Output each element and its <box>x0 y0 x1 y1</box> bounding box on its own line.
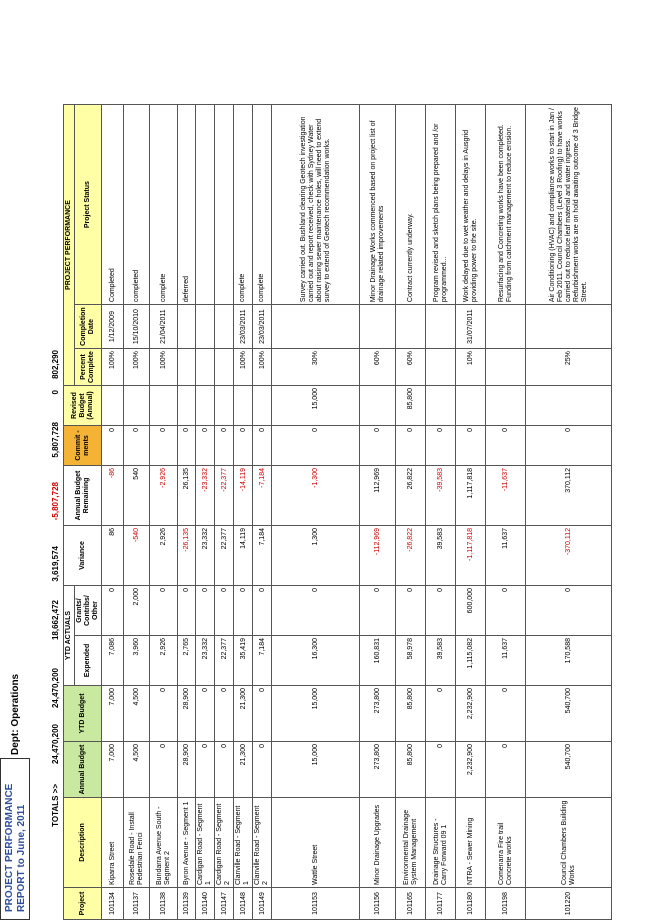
cell-grants: 0 <box>360 586 396 636</box>
cell-annual-budget-remaining: -1,300 <box>272 466 360 526</box>
table-row <box>150 105 178 920</box>
cell-project-status: Resurfacing and Concreting works have been completed. Funding from catchment management to reduce erosion. <box>486 105 526 305</box>
cell-description: Council Chambers Building Works <box>526 798 612 888</box>
cell-annual-budget: 273,800 <box>360 742 396 798</box>
cell-annual-budget: 15,000 <box>272 742 360 798</box>
cell-expended: 2,926 <box>150 636 178 686</box>
cell-ytd-budget: 28,900 <box>178 686 196 742</box>
total-annual-budget-remaining: 5,807,728 <box>51 422 60 458</box>
col-expended: Expended <box>75 636 102 686</box>
col-variance: Variance <box>64 526 102 586</box>
cell-ytd-budget: 0 <box>150 686 178 742</box>
cell-grants: 0 <box>253 586 272 636</box>
department-label: Dept: Operations <box>10 673 21 755</box>
cell-annual-budget-remaining: 1,117,818 <box>456 466 486 526</box>
cell-annual-budget: 0 <box>253 742 272 798</box>
cell-annual-budget-remaining: -14,119 <box>234 466 253 526</box>
cell-expended: 2,765 <box>178 636 196 686</box>
cell-annual-budget-remaining: -2,926 <box>150 466 178 526</box>
cell-project: 101134 <box>102 888 124 920</box>
cell-grants: 0 <box>526 586 612 636</box>
cell-grants: 0 <box>102 586 124 636</box>
cell-completion-date <box>178 305 196 349</box>
cell-variance: 7,184 <box>253 526 272 586</box>
cell-ytd-budget: 0 <box>196 686 215 742</box>
cell-project: 101147 <box>215 888 234 920</box>
cell-expended: 35,419 <box>234 636 253 686</box>
cell-revised-budget: 15,000 <box>272 386 360 426</box>
total-grants: 3,619,574 <box>51 546 60 582</box>
col-project-status: Project Status <box>75 105 102 305</box>
cell-project: 101198 <box>486 888 526 920</box>
cell-project: 101140 <box>196 888 215 920</box>
cell-project-status: complete <box>234 105 253 305</box>
cell-project-status: Completed <box>102 105 124 305</box>
cell-annual-budget-remaining: -7,184 <box>253 466 272 526</box>
cell-annual-budget-remaining: 540 <box>124 466 150 526</box>
table-body <box>102 105 612 920</box>
cell-grants: 0 <box>486 586 526 636</box>
cell-expended: 39,583 <box>426 636 456 686</box>
cell-grants: 600,000 <box>456 586 486 636</box>
totals-label: TOTALS >> <box>51 784 60 827</box>
cell-project: 101137 <box>124 888 150 920</box>
col-percent-complete: Percent Complete <box>75 349 102 386</box>
cell-percent-complete: 25% <box>526 349 612 386</box>
cell-commitments: 0 <box>396 426 426 466</box>
cell-annual-budget: 85,800 <box>396 742 426 798</box>
cell-description: Cardigan Road - Segment 1 <box>196 798 215 888</box>
table-row <box>426 105 456 920</box>
cell-variance: -1,117,818 <box>456 526 486 586</box>
cell-description: Byron Avenue - Segment 1 <box>178 798 196 888</box>
cell-grants: 0 <box>234 586 253 636</box>
report-title: PROJECT PERFORMANCE <box>4 783 15 912</box>
cell-completion-date: 21/04/2011 <box>150 305 178 349</box>
total-commitments: 0 <box>51 390 60 395</box>
table-row <box>196 105 215 920</box>
cell-annual-budget: 4,500 <box>124 742 150 798</box>
cell-variance: -26,135 <box>178 526 196 586</box>
cell-ytd-budget: 7,000 <box>102 686 124 742</box>
cell-variance: 1,300 <box>272 526 360 586</box>
cell-commitments: 0 <box>215 426 234 466</box>
total-variance: -5,807,728 <box>51 482 60 521</box>
cell-revised-budget <box>124 386 150 426</box>
cell-revised-budget <box>215 386 234 426</box>
cell-annual-budget-remaining: -23,332 <box>196 466 215 526</box>
cell-revised-budget <box>178 386 196 426</box>
cell-grants: 0 <box>426 586 456 636</box>
cell-project-status: complete <box>253 105 272 305</box>
cell-project: 101156 <box>360 888 396 920</box>
cell-project-status: Contract currently underway. <box>396 105 426 305</box>
cell-description: Clanville Road - Segment 1 <box>234 798 253 888</box>
cell-variance: 14,119 <box>234 526 253 586</box>
cell-percent-complete: 100% <box>234 349 253 386</box>
cell-commitments: 0 <box>178 426 196 466</box>
cell-description: Clanville Road - Segment 2 <box>253 798 272 888</box>
cell-ytd-budget: 540,700 <box>526 686 612 742</box>
table-row <box>253 105 272 920</box>
cell-variance: 11,637 <box>486 526 526 586</box>
cell-project-status: complete <box>150 105 178 305</box>
cell-description: NTRA - Sewer Mining <box>456 798 486 888</box>
cell-revised-budget <box>360 386 396 426</box>
table-row <box>124 105 150 920</box>
cell-annual-budget-remaining: -86 <box>102 466 124 526</box>
cell-annual-budget-remaining: 112,969 <box>360 466 396 526</box>
cell-completion-date: 1/12/2009 <box>102 305 124 349</box>
cell-annual-budget: 0 <box>196 742 215 798</box>
cell-grants: 0 <box>196 586 215 636</box>
cell-completion-date <box>196 305 215 349</box>
table-row <box>234 105 253 920</box>
col-annual-budget: Annual Budget <box>64 742 102 798</box>
cell-ytd-budget: 273,800 <box>360 686 396 742</box>
cell-description: Minor Drainage Upgrades <box>360 798 396 888</box>
cell-completion-date <box>486 305 526 349</box>
cell-annual-budget-remaining: 26,135 <box>178 466 196 526</box>
cell-annual-budget-remaining: -11,637 <box>486 466 526 526</box>
cell-percent-complete <box>178 349 196 386</box>
cell-commitments: 0 <box>456 426 486 466</box>
cell-annual-budget: 0 <box>486 742 526 798</box>
cell-expended: 7,086 <box>102 636 124 686</box>
cell-commitments: 0 <box>253 426 272 466</box>
cell-commitments: 0 <box>272 426 360 466</box>
cell-annual-budget: 21,300 <box>234 742 253 798</box>
cell-variance: 22,377 <box>215 526 234 586</box>
cell-variance: 86 <box>102 526 124 586</box>
cell-expended: 16,300 <box>272 636 360 686</box>
report-subtitle: REPORT to June, 2011 <box>16 804 27 912</box>
cell-percent-complete <box>486 349 526 386</box>
col-commitments: Commit -ments <box>64 426 102 466</box>
cell-ytd-budget: 4,500 <box>124 686 150 742</box>
cell-expended: 23,332 <box>196 636 215 686</box>
cell-expended: 1,115,082 <box>456 636 486 686</box>
cell-completion-date: 23/03/2011 <box>253 305 272 349</box>
cell-completion-date <box>360 305 396 349</box>
cell-annual-budget-remaining: -39,583 <box>426 466 456 526</box>
cell-description: Comenarra Fire trail Concrete works <box>486 798 526 888</box>
col-revised-budget: Revised Budget (Annual) <box>64 386 102 426</box>
cell-annual-budget: 0 <box>150 742 178 798</box>
cell-description: Drainage Structures - Carry Forward 09 1 <box>426 798 456 888</box>
col-project: Project <box>64 888 102 920</box>
cell-percent-complete <box>426 349 456 386</box>
cell-revised-budget <box>486 386 526 426</box>
cell-ytd-budget: 2,232,900 <box>456 686 486 742</box>
cell-project: 101138 <box>150 888 178 920</box>
cell-commitments: 0 <box>426 426 456 466</box>
cell-percent-complete: 100% <box>124 349 150 386</box>
table-row <box>178 105 196 920</box>
col-completion-date: Completion Date <box>75 305 102 349</box>
cell-ytd-budget: 21,300 <box>234 686 253 742</box>
cell-project: 101165 <box>396 888 426 920</box>
cell-revised-budget <box>196 386 215 426</box>
cell-expended: 160,831 <box>360 636 396 686</box>
total-expended: 18,662,472 <box>51 600 60 641</box>
cell-completion-date <box>272 305 360 349</box>
cell-project: 101149 <box>253 888 272 920</box>
col-ytd-budget: YTD Budget <box>64 686 102 742</box>
cell-expended: 22,377 <box>215 636 234 686</box>
cell-revised-budget <box>253 386 272 426</box>
cell-variance: -26,822 <box>396 526 426 586</box>
cell-project-status: Air Conditioning (HVAC) and compliance works to start in Jan / Feb 2011. Council Chambers (Level 3 Roofing) to have works carried out to reduce leaf material and water ingress. Refurbishment works are on hold awaiting outcome of 3 Bridge Street. <box>526 105 612 305</box>
cell-commitments: 0 <box>360 426 396 466</box>
cell-project-status <box>215 105 234 305</box>
cell-revised-budget <box>234 386 253 426</box>
cell-percent-complete: 60% <box>360 349 396 386</box>
cell-percent-complete: 100% <box>253 349 272 386</box>
cell-project-status: Minor Drainage Works commenced based on project list of drainage related improvements <box>360 105 396 305</box>
cell-project: 101139 <box>178 888 196 920</box>
cell-commitments: 0 <box>196 426 215 466</box>
cell-variance: 2,926 <box>150 526 178 586</box>
cell-percent-complete: 100% <box>150 349 178 386</box>
cell-description: Cardigan Road - Segment 2 <box>215 798 234 888</box>
table-row <box>102 105 124 920</box>
cell-percent-complete: 30% <box>272 349 360 386</box>
cell-ytd-budget: 85,800 <box>396 686 426 742</box>
cell-project-status: Survey carried out. Bushland clearing Geotech investigation carried out and report received, check with Sydney Water about raising sewer maintenance holes, will need to extend survey to extend of Geotech recommendation works. <box>272 105 360 305</box>
cell-variance: -112,969 <box>360 526 396 586</box>
cell-annual-budget-remaining: 26,822 <box>396 466 426 526</box>
cell-project-status: completed <box>124 105 150 305</box>
cell-percent-complete <box>215 349 234 386</box>
cell-annual-budget: 2,232,900 <box>456 742 486 798</box>
cell-percent-complete <box>196 349 215 386</box>
cell-grants: 0 <box>272 586 360 636</box>
cell-annual-budget-remaining: -22,377 <box>215 466 234 526</box>
total-ytd-budget: 24,470,200 <box>51 668 60 709</box>
cell-grants: 0 <box>178 586 196 636</box>
cell-project: 101180 <box>456 888 486 920</box>
table-row <box>215 105 234 920</box>
report-header <box>0 0 70 920</box>
cell-ytd-budget: 0 <box>253 686 272 742</box>
table-row <box>396 105 426 920</box>
table-row <box>486 105 526 920</box>
cell-grants: 0 <box>215 586 234 636</box>
table-row <box>272 105 360 920</box>
table-row <box>526 105 612 920</box>
cell-revised-budget: 85,800 <box>396 386 426 426</box>
cell-variance: 23,332 <box>196 526 215 586</box>
cell-completion-date <box>526 305 612 349</box>
cell-expended: 170,588 <box>526 636 612 686</box>
cell-annual-budget: 28,900 <box>178 742 196 798</box>
cell-variance: -370,112 <box>526 526 612 586</box>
cell-project-status: Program revised and sketch plans being prepared and /or programmed... <box>426 105 456 305</box>
cell-commitments: 0 <box>486 426 526 466</box>
cell-commitments: 0 <box>124 426 150 466</box>
cell-ytd-budget: 0 <box>486 686 526 742</box>
col-annual-budget-remaining: Annual Budget Remaining <box>64 466 102 526</box>
cell-project-status <box>196 105 215 305</box>
cell-annual-budget: 0 <box>426 742 456 798</box>
cell-percent-complete: 10% <box>456 349 486 386</box>
cell-expended: 58,978 <box>396 636 426 686</box>
cell-project: 101148 <box>234 888 253 920</box>
cell-completion-date <box>426 305 456 349</box>
table-row <box>360 105 396 920</box>
cell-completion-date <box>215 305 234 349</box>
cell-revised-budget <box>526 386 612 426</box>
cell-commitments: 0 <box>526 426 612 466</box>
cell-revised-budget <box>456 386 486 426</box>
cell-percent-complete: 60% <box>396 349 426 386</box>
cell-ytd-budget: 0 <box>426 686 456 742</box>
cell-revised-budget <box>150 386 178 426</box>
cell-description: Bundarra Avenue South - Segment 2 <box>150 798 178 888</box>
cell-grants: 0 <box>396 586 426 636</box>
cell-variance: -540 <box>124 526 150 586</box>
cell-completion-date <box>396 305 426 349</box>
cell-annual-budget: 7,000 <box>102 742 124 798</box>
cell-project: 101220 <box>526 888 612 920</box>
col-description: Description <box>64 798 102 888</box>
cell-variance: 39,583 <box>426 526 456 586</box>
cell-revised-budget <box>426 386 456 426</box>
cell-completion-date: 31/07/2011 <box>456 305 486 349</box>
cell-commitments: 0 <box>150 426 178 466</box>
cell-completion-date: 23/03/2011 <box>234 305 253 349</box>
cell-expended: 7,184 <box>253 636 272 686</box>
cell-annual-budget-remaining: 370,112 <box>526 466 612 526</box>
cell-percent-complete: 100% <box>102 349 124 386</box>
col-ytd-actuals: YTD ACTUALS <box>64 586 75 686</box>
cell-project: 101177 <box>426 888 456 920</box>
cell-description: Environmental Drainage System Management <box>396 798 426 888</box>
cell-description: Wattle Street <box>272 798 360 888</box>
col-grants: Grants/ Contribs/ Other <box>75 586 102 636</box>
cell-completion-date: 15/10/2010 <box>124 305 150 349</box>
cell-project-status: Work delayed due to wet weather and delays in Ausgrid providing power to the site. <box>456 105 486 305</box>
cell-annual-budget: 540,700 <box>526 742 612 798</box>
total-revised-budget: 802,290 <box>51 350 60 379</box>
cell-description: Rosedale Road - Install Pedestrian Fenci <box>124 798 150 888</box>
project-table <box>63 104 612 920</box>
cell-expended: 11,637 <box>486 636 526 686</box>
cell-commitments: 0 <box>102 426 124 466</box>
table-row <box>456 105 486 920</box>
cell-annual-budget: 0 <box>215 742 234 798</box>
col-project-performance: PROJECT PERFORMANCE <box>64 105 75 386</box>
total-annual-budget: 24,470,200 <box>51 724 60 765</box>
cell-project-status: deferred <box>178 105 196 305</box>
cell-project: 101153 <box>272 888 360 920</box>
cell-revised-budget <box>102 386 124 426</box>
cell-ytd-budget: 15,000 <box>272 686 360 742</box>
cell-description: Kiparra Street <box>102 798 124 888</box>
cell-ytd-budget: 0 <box>215 686 234 742</box>
cell-grants: 0 <box>150 586 178 636</box>
cell-expended: 3,960 <box>124 636 150 686</box>
cell-grants: 2,000 <box>124 586 150 636</box>
cell-commitments: 0 <box>234 426 253 466</box>
